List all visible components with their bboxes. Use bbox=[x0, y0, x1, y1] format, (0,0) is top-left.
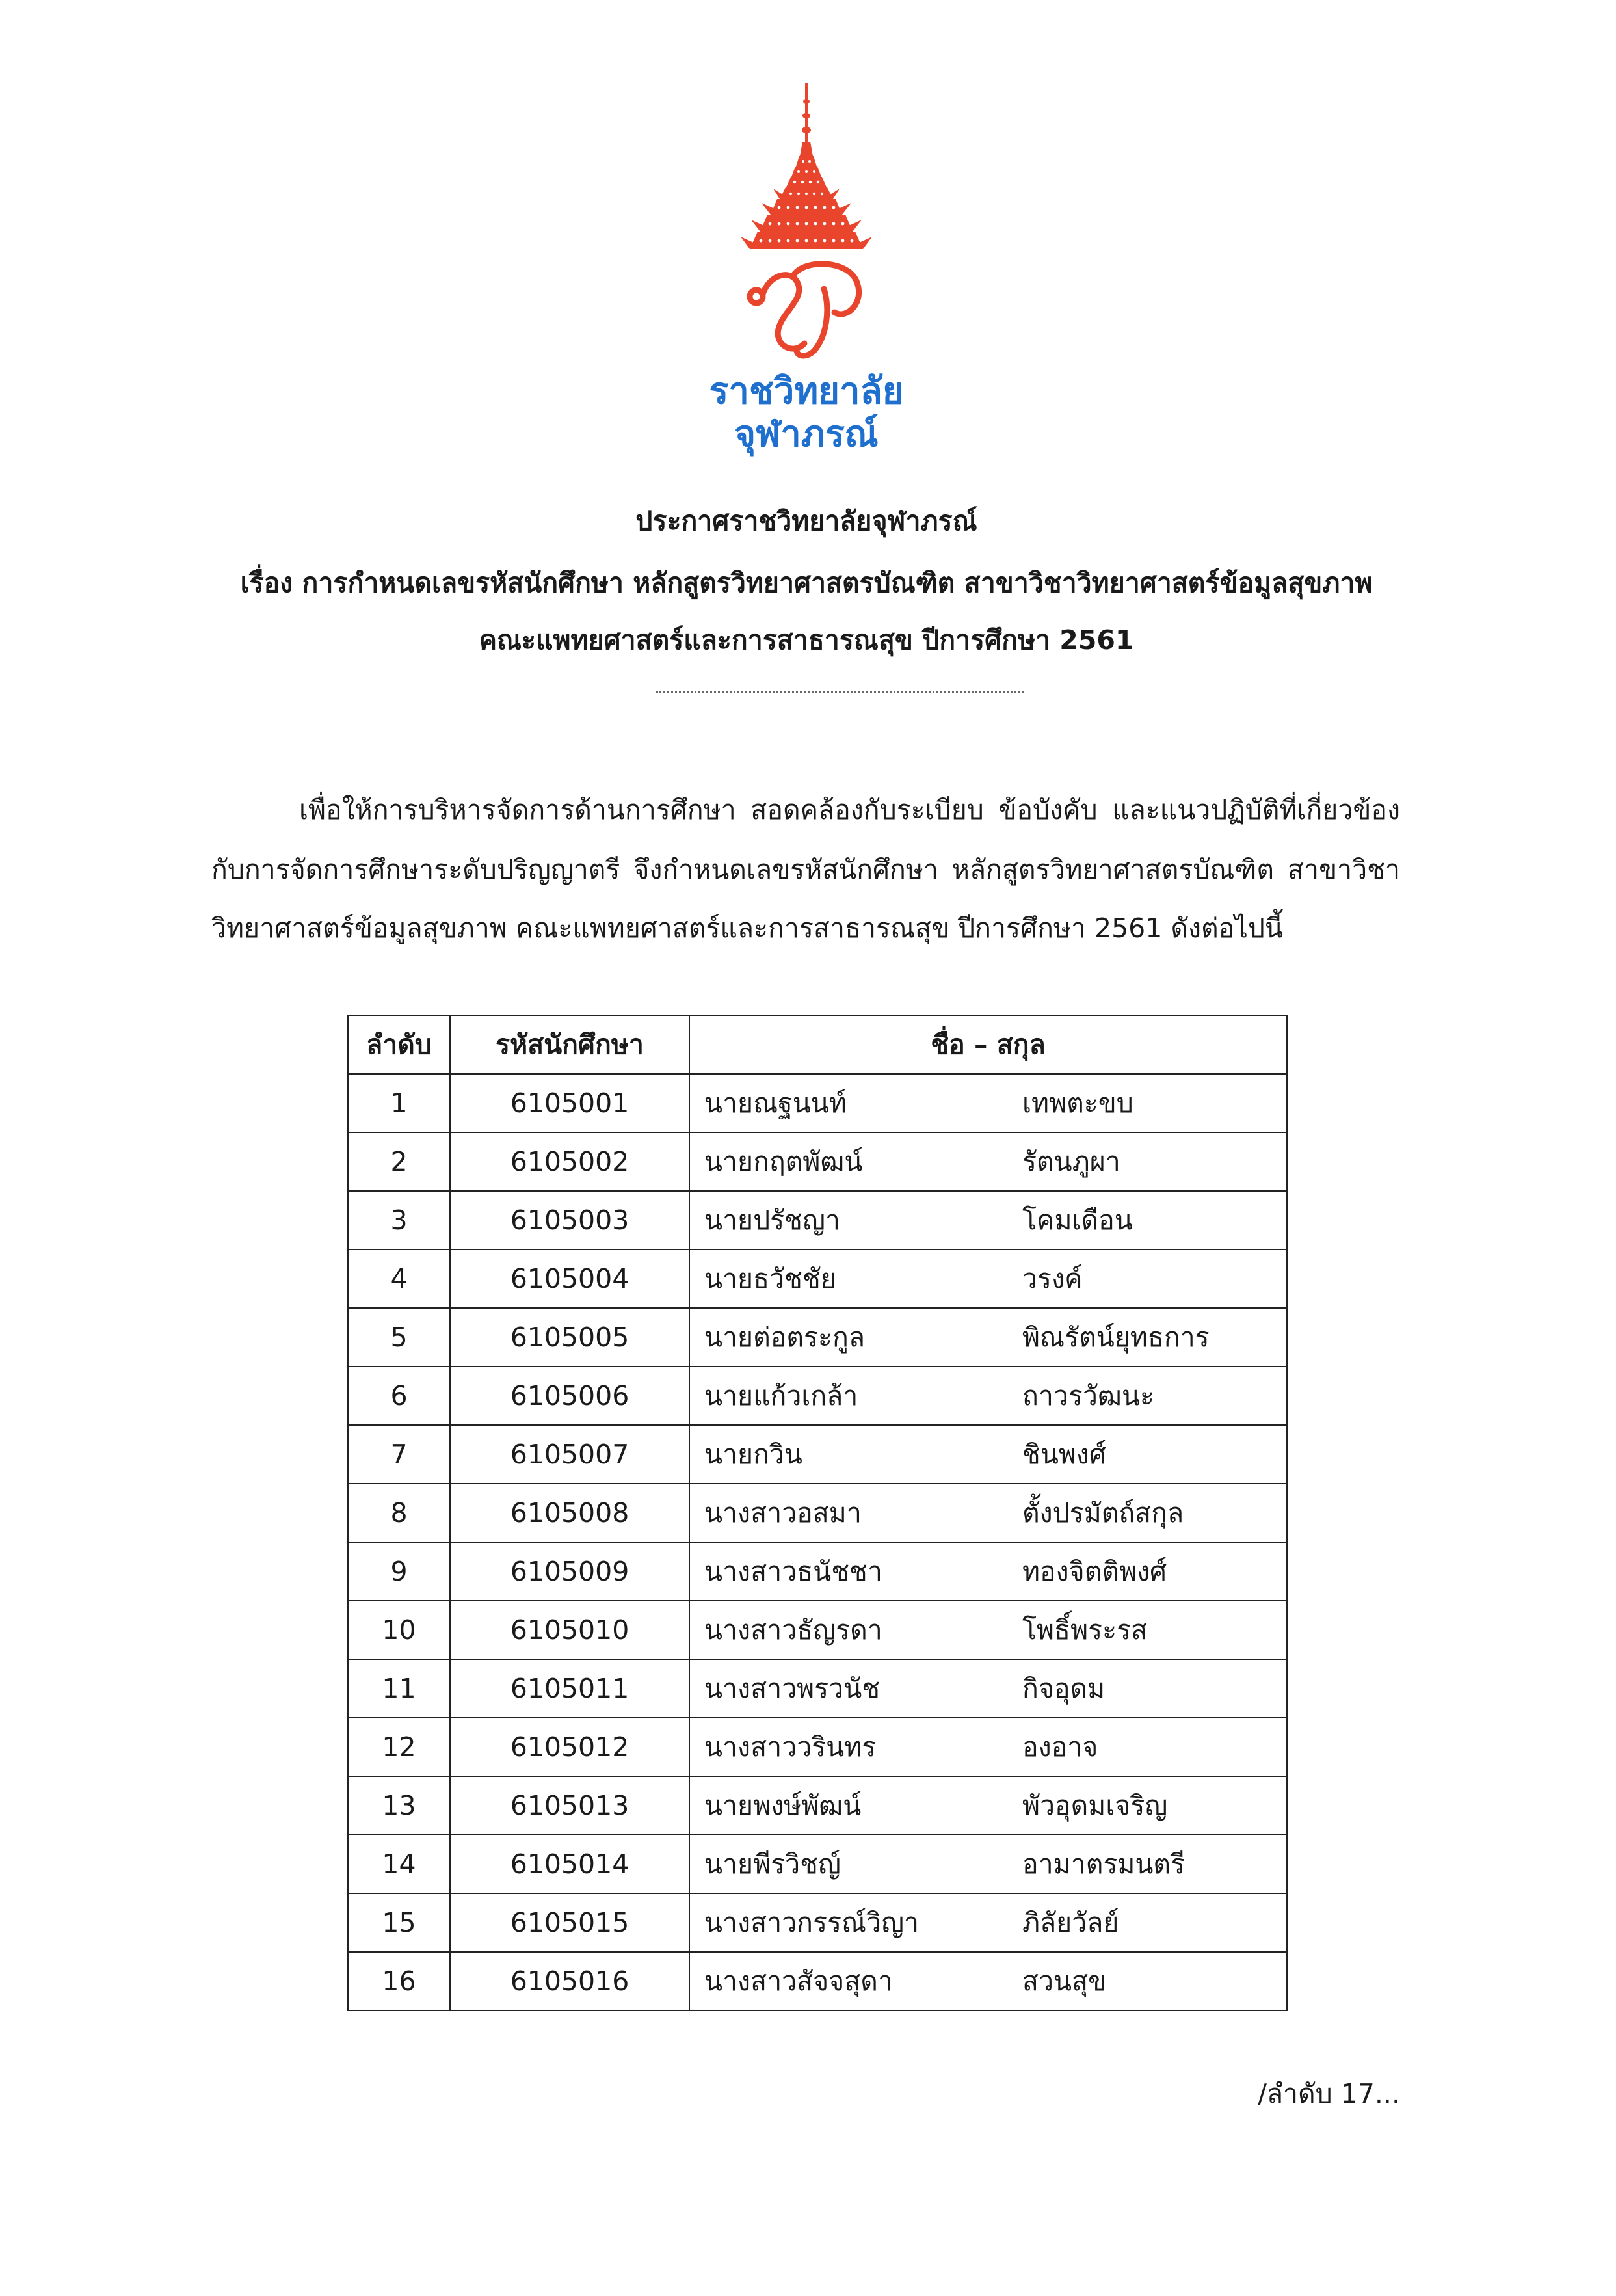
row-number: 3 bbox=[348, 1191, 450, 1249]
last-name: กิจอุดม bbox=[1022, 1672, 1106, 1704]
student-id: 6105009 bbox=[450, 1542, 689, 1601]
row-number: 7 bbox=[348, 1425, 450, 1484]
row-number: 8 bbox=[348, 1484, 450, 1542]
table-row bbox=[348, 1893, 1287, 1952]
first-name: นายกวิน bbox=[704, 1438, 802, 1470]
row-number: 4 bbox=[348, 1249, 450, 1308]
student-name-cell bbox=[689, 1952, 1287, 2010]
first-name: นายพงษ์พัฒน์ bbox=[704, 1789, 862, 1821]
row-number: 10 bbox=[348, 1601, 450, 1659]
table-row bbox=[348, 1484, 1287, 1542]
student-id: 6105010 bbox=[450, 1601, 689, 1659]
first-name: นางสาวธนัชชา bbox=[704, 1555, 882, 1587]
student-id: 6105015 bbox=[450, 1893, 689, 1952]
student-id: 6105005 bbox=[450, 1308, 689, 1367]
row-number: 2 bbox=[348, 1132, 450, 1191]
last-name: โพธิ์พระรส bbox=[1022, 1614, 1148, 1646]
last-name: โคมเดือน bbox=[1022, 1204, 1133, 1236]
table-row bbox=[348, 1835, 1287, 1893]
college-name-line2: จุฬาภรณ์ bbox=[734, 413, 879, 455]
first-name: นางสาวธัญรดา bbox=[704, 1614, 882, 1646]
last-name: ตั้งปรมัตถ์สกุล bbox=[1022, 1497, 1184, 1528]
student-name-cell bbox=[689, 1835, 1287, 1893]
first-name: นางสาววรินทร bbox=[704, 1731, 877, 1763]
first-name: นายณฐนนท์ bbox=[704, 1087, 847, 1119]
table-row bbox=[348, 1367, 1287, 1425]
row-number: 9 bbox=[348, 1542, 450, 1601]
last-name: ชินพงศ์ bbox=[1022, 1438, 1106, 1470]
student-id: 6105011 bbox=[450, 1659, 689, 1718]
student-name-cell bbox=[689, 1776, 1287, 1835]
table-row bbox=[348, 1718, 1287, 1776]
table-row bbox=[348, 1425, 1287, 1484]
student-name-cell bbox=[689, 1601, 1287, 1659]
student-id: 6105002 bbox=[450, 1132, 689, 1191]
first-name: นางสาวสัจจสุดา bbox=[704, 1965, 893, 1997]
table-row bbox=[348, 1776, 1287, 1835]
first-name: นายต่อตระกูล bbox=[704, 1321, 865, 1353]
row-number: 5 bbox=[348, 1308, 450, 1367]
row-number: 6 bbox=[348, 1367, 450, 1425]
table-row bbox=[348, 1249, 1287, 1308]
announcement-subject: เรื่อง การกำหนดเลขรหัสนักศึกษา หลักสูตรวิทยาศาสตรบัณฑิต สาขาวิชาวิทยาศาสตร์ข้อมูลสุขภาพ bbox=[240, 567, 1373, 598]
student-name-cell bbox=[689, 1308, 1287, 1367]
first-name: นายปรัชญา bbox=[704, 1204, 840, 1236]
student-id: 6105012 bbox=[450, 1718, 689, 1776]
row-number: 16 bbox=[348, 1952, 450, 2010]
announcement-faculty-year: คณะแพทยศาสตร์และการสาธารณสุข ปีการศึกษา 2561 bbox=[479, 624, 1134, 656]
table-row bbox=[348, 1952, 1287, 2010]
header-student-id: รหัสนักศึกษา bbox=[450, 1015, 689, 1074]
student-id: 6105013 bbox=[450, 1776, 689, 1835]
student-id: 6105016 bbox=[450, 1952, 689, 2010]
last-name: ภิลัยวัลย์ bbox=[1022, 1906, 1119, 1938]
student-name-cell bbox=[689, 1191, 1287, 1249]
announcement-title: ประกาศราชวิทยาลัยจุฬาภรณ์ bbox=[635, 505, 977, 537]
first-name: นายพีรวิชญ์ bbox=[704, 1848, 841, 1880]
table-row bbox=[348, 1132, 1287, 1191]
student-name-cell bbox=[689, 1249, 1287, 1308]
college-emblem-logo bbox=[732, 77, 881, 366]
last-name: พัวอุดมเจริญ bbox=[1022, 1789, 1168, 1821]
first-name: นายธวัชชัย bbox=[704, 1262, 836, 1294]
first-name: นายแก้วเกล้า bbox=[704, 1380, 858, 1411]
body-paragraph-line: กับการจัดการศึกษาระดับปริญญาตรี จึงกำหนดเลขรหัสนักศึกษา หลักสูตรวิทยาศาสตรบัณฑิต สาขาวิชา bbox=[211, 854, 1400, 885]
student-name-cell bbox=[689, 1718, 1287, 1776]
student-id: 6105007 bbox=[450, 1425, 689, 1484]
table-row bbox=[348, 1601, 1287, 1659]
college-name-line1: ราชวิทยาลัย bbox=[709, 370, 904, 412]
student-name-cell bbox=[689, 1542, 1287, 1601]
row-number: 12 bbox=[348, 1718, 450, 1776]
student-id: 6105001 bbox=[450, 1074, 689, 1132]
row-number: 11 bbox=[348, 1659, 450, 1718]
student-name-cell bbox=[689, 1074, 1287, 1132]
last-name: สวนสุข bbox=[1022, 1965, 1107, 1997]
first-name: นายกฤตพัฒน์ bbox=[704, 1145, 863, 1177]
last-name: ทองจิตติพงศ์ bbox=[1022, 1555, 1167, 1587]
last-name: องอาจ bbox=[1022, 1731, 1098, 1763]
last-name: วรงค์ bbox=[1022, 1262, 1083, 1294]
table-header-row bbox=[348, 1015, 1287, 1074]
first-name: นางสาวกรรณ์วิญา bbox=[704, 1906, 920, 1938]
student-id-table bbox=[347, 1015, 1288, 2011]
body-paragraph-line: เพื่อให้การบริหารจัดการด้านการศึกษา สอดคล้องกับระเบียบ ข้อบังคับ และแนวปฏิบัติที่เกี่ยวข้อง bbox=[299, 794, 1400, 825]
table-row bbox=[348, 1191, 1287, 1249]
student-name-cell bbox=[689, 1659, 1287, 1718]
monogram-icon bbox=[750, 264, 859, 356]
student-name-cell bbox=[689, 1132, 1287, 1191]
first-name: นางสาวพรวนัช bbox=[704, 1672, 881, 1704]
page-continuation-note: /ลำดับ 17... bbox=[1258, 2078, 1400, 2109]
student-name-cell bbox=[689, 1484, 1287, 1542]
last-name: พิณรัตน์ยุทธการ bbox=[1022, 1321, 1210, 1353]
student-id: 6105008 bbox=[450, 1484, 689, 1542]
row-number: 13 bbox=[348, 1776, 450, 1835]
student-id: 6105004 bbox=[450, 1249, 689, 1308]
last-name: รัตนภูผา bbox=[1022, 1145, 1120, 1177]
table-row bbox=[348, 1542, 1287, 1601]
last-name: อามาตรมนตรี bbox=[1022, 1848, 1186, 1880]
student-name-cell bbox=[689, 1893, 1287, 1952]
row-number: 1 bbox=[348, 1074, 450, 1132]
row-number: 15 bbox=[348, 1893, 450, 1952]
student-id: 6105006 bbox=[450, 1367, 689, 1425]
dotted-divider bbox=[656, 691, 1024, 693]
last-name: ถาวรวัฒนะ bbox=[1022, 1380, 1154, 1411]
student-name-cell bbox=[689, 1425, 1287, 1484]
student-id: 6105003 bbox=[450, 1191, 689, 1249]
student-id: 6105014 bbox=[450, 1835, 689, 1893]
row-number: 14 bbox=[348, 1835, 450, 1893]
header-name: ชื่อ – สกุล bbox=[689, 1015, 1287, 1074]
student-name-cell bbox=[689, 1367, 1287, 1425]
table-row bbox=[348, 1659, 1287, 1718]
table-row bbox=[348, 1074, 1287, 1132]
last-name: เทพตะขบ bbox=[1022, 1087, 1133, 1119]
header-number: ลำดับ bbox=[348, 1015, 450, 1074]
first-name: นางสาวอสมา bbox=[704, 1497, 862, 1528]
table-row bbox=[348, 1308, 1287, 1367]
body-paragraph-line: วิทยาศาสตร์ข้อมูลสุขภาพ คณะแพทยศาสตร์และการสาธารณสุข ปีการศึกษา 2561 ดังต่อไปนี้ bbox=[211, 913, 1283, 944]
